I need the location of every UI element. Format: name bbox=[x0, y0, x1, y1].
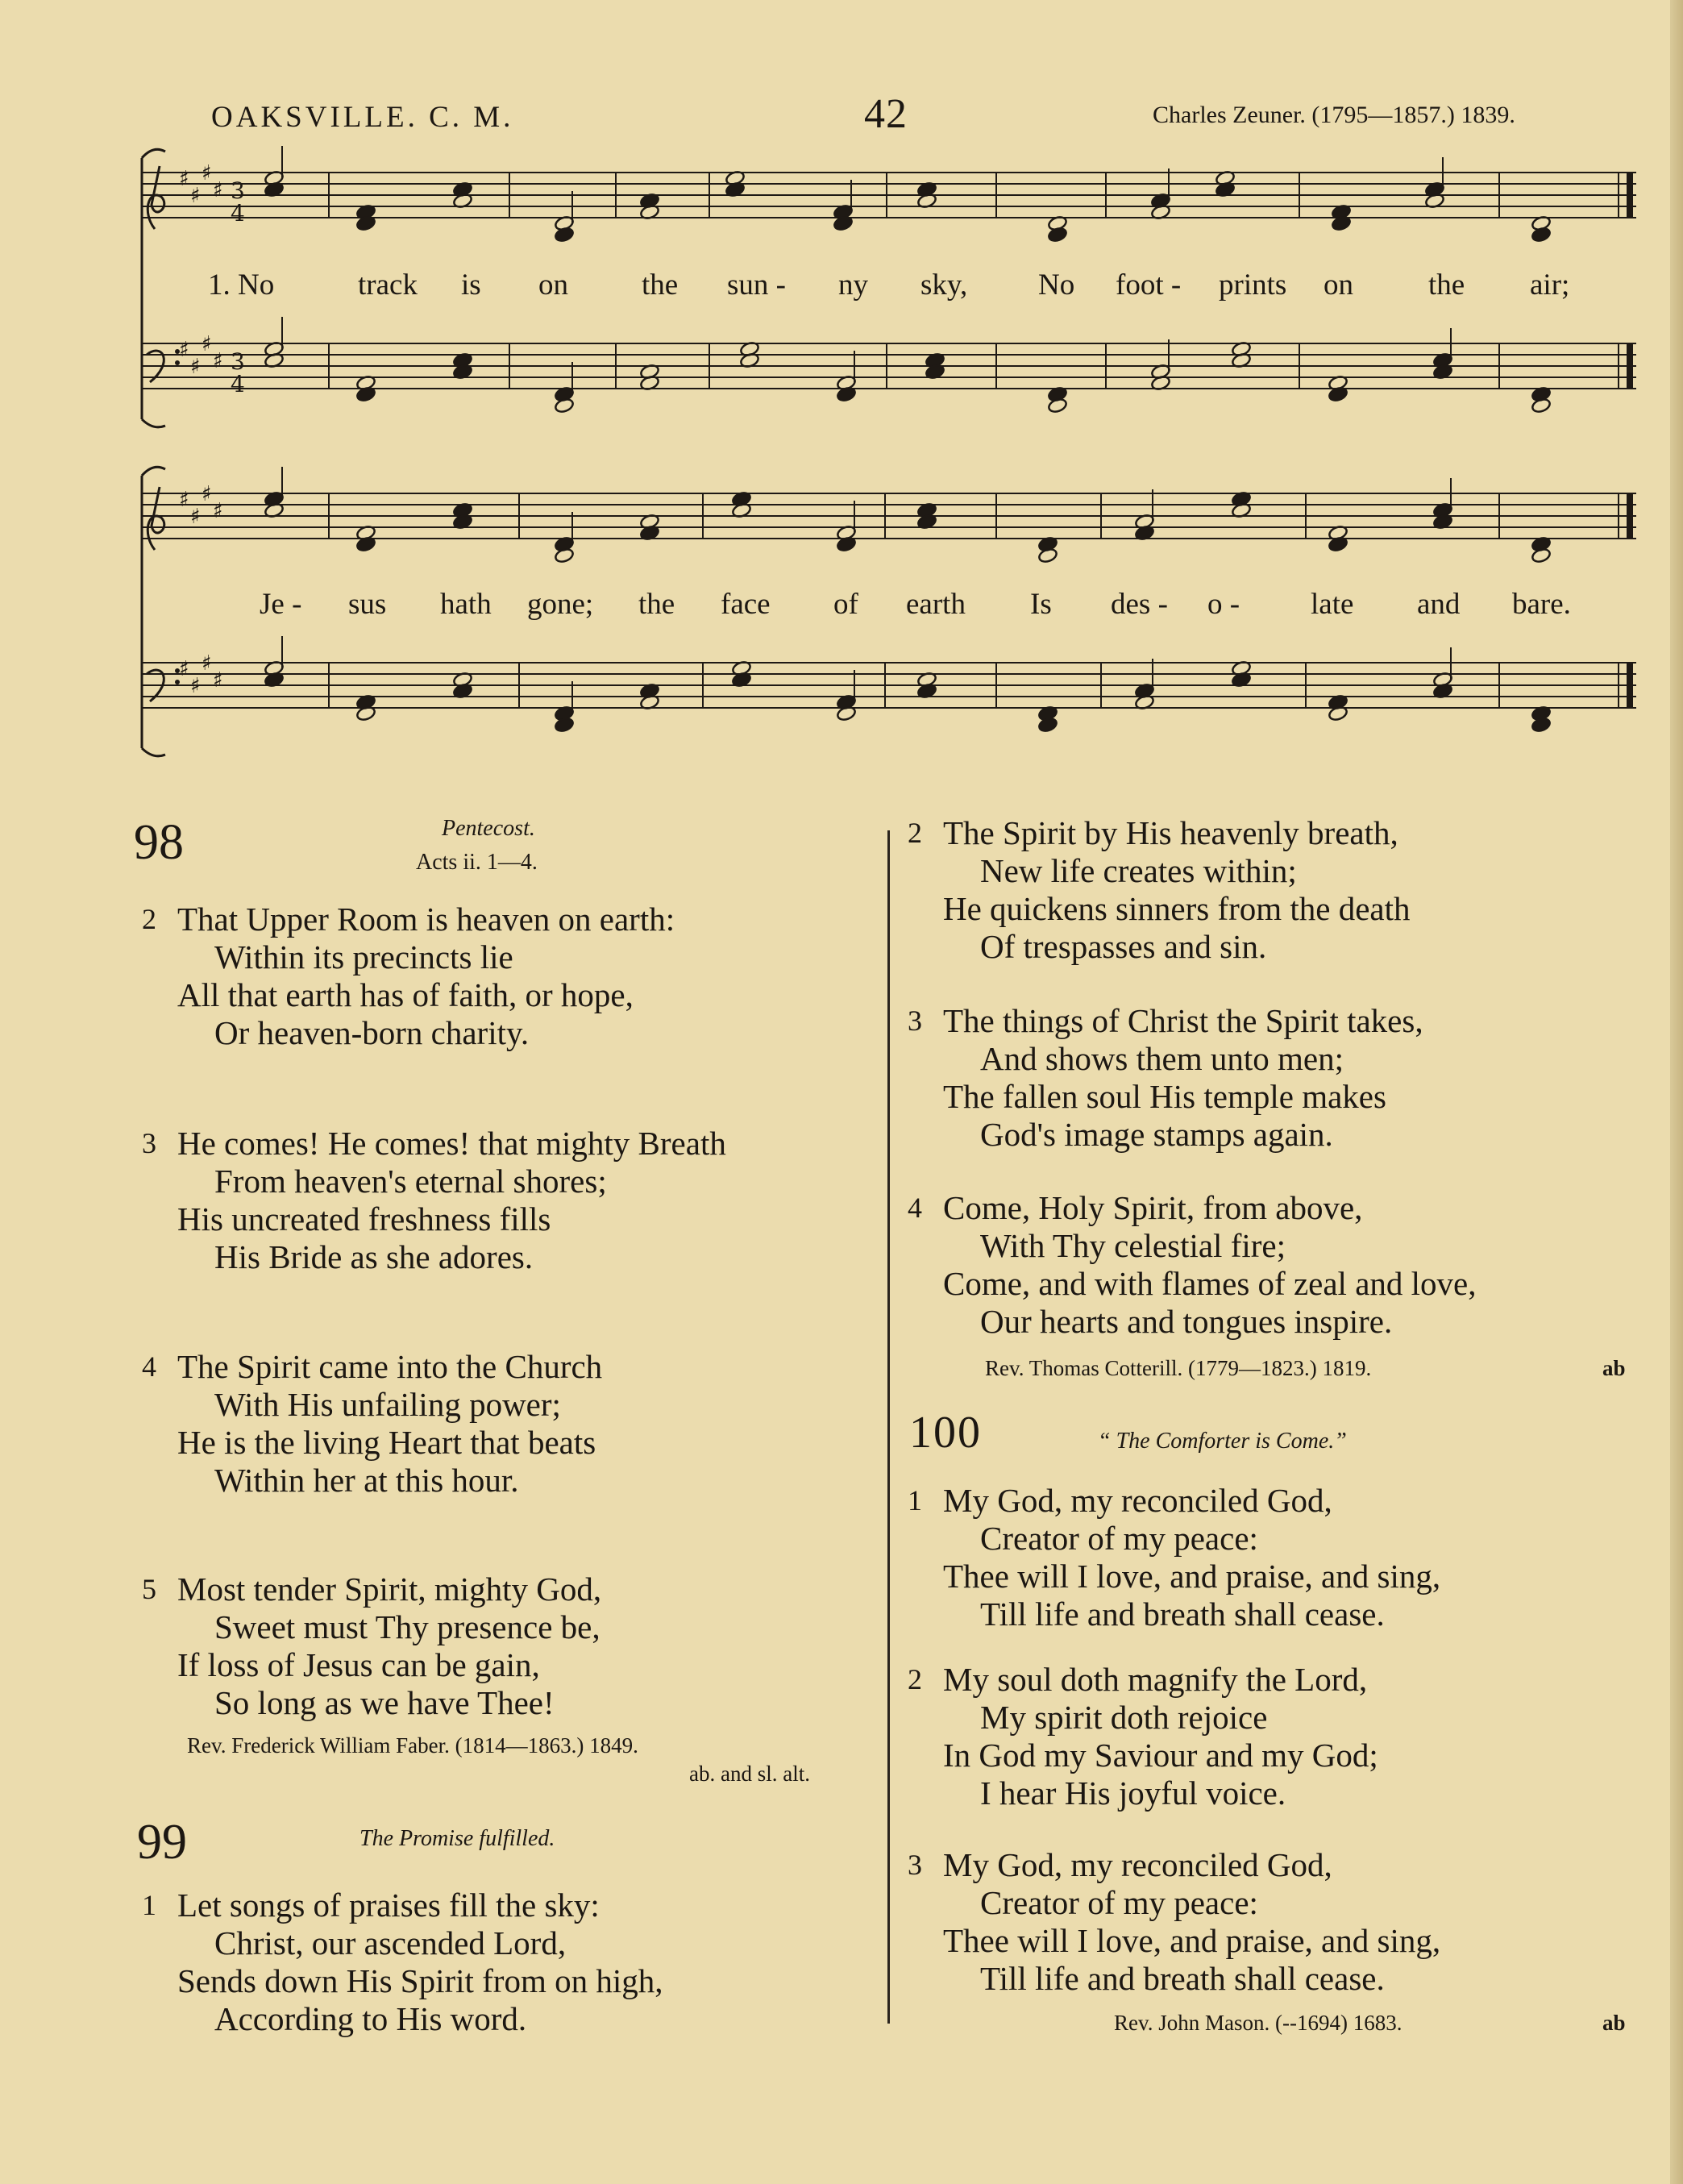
lyric-syllable: 1. No bbox=[208, 268, 275, 302]
verse-line: Within her at this hour. bbox=[214, 1462, 519, 1499]
author-credit: Rev. John Mason. (--1694) 1683. bbox=[1114, 2011, 1402, 2035]
verse-number: 3 bbox=[908, 1005, 922, 1037]
svg-text:♯: ♯ bbox=[190, 505, 201, 529]
lyric-syllable: sun - bbox=[727, 268, 786, 302]
hymn-heading: Pentecost. bbox=[442, 816, 535, 841]
scripture-reference: Acts ii. 1—4. bbox=[416, 850, 538, 875]
verse bbox=[142, 1887, 663, 2038]
hymn-number: 100 bbox=[909, 1408, 982, 1458]
lyric-syllable: air; bbox=[1530, 268, 1570, 302]
lyric-syllable: the bbox=[642, 268, 679, 302]
lyric-syllable: late bbox=[1311, 588, 1354, 621]
lyric-syllable: hath bbox=[440, 588, 492, 621]
verse-line: Sweet must Thy presence be, bbox=[214, 1608, 600, 1645]
hymn-heading: “ The Comforter is Come.” bbox=[1098, 1429, 1347, 1454]
verse-line: Our hearts and tongues inspire. bbox=[980, 1303, 1393, 1340]
hymn-number: 99 bbox=[137, 1815, 187, 1870]
verse-line: Of trespasses and sin. bbox=[980, 928, 1267, 965]
verse bbox=[142, 901, 675, 1052]
column-divider bbox=[887, 830, 890, 2024]
lyric-syllable: track bbox=[358, 268, 418, 302]
verse-number: 4 bbox=[908, 1192, 922, 1224]
lyric-syllable: o - bbox=[1207, 588, 1240, 621]
verse-line: God's image stamps again. bbox=[980, 1116, 1333, 1153]
svg-text:♯: ♯ bbox=[213, 349, 223, 373]
verse-line: Till life and breath shall cease. bbox=[980, 1960, 1385, 1997]
verse-line: Creator of my peace: bbox=[980, 1884, 1258, 1921]
tune-title: OAKSVILLE. C. M. bbox=[211, 101, 514, 134]
lyric-syllable: face bbox=[721, 588, 771, 621]
page-number: 42 bbox=[864, 91, 908, 137]
verse-line: The Spirit came into the Church bbox=[177, 1348, 603, 1385]
verse-line: Christ, our ascended Lord, bbox=[214, 1924, 567, 1961]
verse-line: He quickens sinners from the death bbox=[943, 890, 1411, 927]
svg-text:♯: ♯ bbox=[213, 499, 223, 523]
verse bbox=[908, 814, 1411, 966]
verse bbox=[908, 1002, 1423, 1154]
verse-number: 2 bbox=[908, 817, 922, 849]
verse-line: According to His word. bbox=[214, 2000, 527, 2037]
lyric-syllable: Je - bbox=[260, 588, 302, 621]
lyric-syllable: ny bbox=[838, 268, 868, 302]
svg-text:♯: ♯ bbox=[179, 338, 189, 362]
svg-text:♯: ♯ bbox=[213, 668, 223, 693]
lyric-syllable: on bbox=[538, 268, 568, 302]
verse-line: His Bride as she adores. bbox=[214, 1238, 534, 1275]
author-credit: Rev. Thomas Cotterill. (1779—1823.) 1819. bbox=[985, 1356, 1372, 1380]
verse-number: 1 bbox=[908, 1484, 922, 1516]
lyric-syllable: foot - bbox=[1116, 268, 1182, 302]
svg-text:♯: ♯ bbox=[179, 167, 189, 191]
verse-number: 2 bbox=[142, 903, 156, 935]
hymn-heading: The Promise fulfilled. bbox=[359, 1826, 555, 1851]
verse-line: My soul doth magnify the Lord, bbox=[943, 1661, 1368, 1698]
author-credit: Rev. Frederick William Faber. (1814—1863.) 1849. bbox=[187, 1733, 638, 1758]
verse-line: Or heaven-born charity. bbox=[214, 1014, 530, 1051]
verse-number: 5 bbox=[142, 1573, 156, 1605]
verse bbox=[908, 1189, 1477, 1341]
hymn-number: 98 bbox=[134, 815, 184, 870]
verse-line: If loss of Jesus can be gain, bbox=[177, 1646, 540, 1683]
svg-text:♯: ♯ bbox=[190, 184, 201, 208]
music-score bbox=[0, 0, 1683, 774]
svg-text:3: 3 bbox=[231, 177, 245, 204]
svg-text:4: 4 bbox=[231, 200, 245, 227]
verse-line: The Spirit by His heavenly breath, bbox=[943, 814, 1398, 851]
verse-line: Thee will I love, and praise, and sing, bbox=[943, 1558, 1441, 1595]
verse-line: He comes! He comes! that mighty Breath bbox=[177, 1125, 726, 1162]
lyric-syllable: No bbox=[1038, 268, 1075, 302]
verse-number: 3 bbox=[908, 1849, 922, 1881]
author-note: ab bbox=[1602, 2011, 1626, 2035]
verse-line: In God my Saviour and my God; bbox=[943, 1737, 1378, 1774]
verse bbox=[142, 1125, 726, 1276]
verse-line: Creator of my peace: bbox=[980, 1520, 1258, 1557]
verse-line: With His unfailing power; bbox=[214, 1386, 561, 1423]
verse-line: With Thy celestial fire; bbox=[980, 1227, 1286, 1264]
lyric-syllable: gone; bbox=[527, 588, 594, 621]
verse-line: The fallen soul His temple makes bbox=[943, 1078, 1386, 1115]
verse bbox=[908, 1661, 1378, 1812]
lyric-syllable: on bbox=[1324, 268, 1353, 302]
svg-text:♯: ♯ bbox=[202, 651, 212, 676]
verse-number: 4 bbox=[142, 1350, 156, 1383]
lyric-syllable: sus bbox=[348, 588, 387, 621]
verse-line: New life creates within; bbox=[980, 852, 1297, 889]
verse-line: His uncreated freshness fills bbox=[177, 1200, 551, 1238]
verse-number: 2 bbox=[908, 1663, 922, 1695]
lyric-syllable: is bbox=[461, 268, 481, 302]
svg-text:♯: ♯ bbox=[202, 482, 212, 506]
lyric-syllable: and bbox=[1417, 588, 1461, 621]
verse-line: Thee will I love, and praise, and sing, bbox=[943, 1922, 1441, 1959]
composer-credit: Charles Zeuner. (1795—1857.) 1839. bbox=[1153, 102, 1515, 128]
lyric-syllable: Is bbox=[1030, 588, 1052, 621]
verse-line: And shows them unto men; bbox=[980, 1040, 1344, 1077]
svg-text:♯: ♯ bbox=[179, 657, 189, 681]
svg-text:♯: ♯ bbox=[202, 332, 212, 356]
verse-line: All that earth has of faith, or hope, bbox=[177, 976, 634, 1013]
verse-line: Within its precincts lie bbox=[214, 938, 513, 976]
verse-number: 1 bbox=[142, 1889, 156, 1921]
verse-line: My God, my reconciled God, bbox=[943, 1846, 1332, 1883]
lyric-syllable: the bbox=[1428, 268, 1465, 302]
svg-text:♯: ♯ bbox=[190, 355, 201, 379]
verse bbox=[908, 1846, 1441, 1998]
verse bbox=[142, 1348, 603, 1500]
verse-line: Most tender Spirit, mighty God, bbox=[177, 1570, 602, 1608]
svg-text:♯: ♯ bbox=[202, 161, 212, 185]
lyric-syllable: sky, bbox=[920, 268, 968, 302]
svg-text:♯: ♯ bbox=[190, 674, 201, 698]
verse-line: Come, Holy Spirit, from above, bbox=[943, 1189, 1363, 1226]
lyric-syllable: des - bbox=[1111, 588, 1168, 621]
verse-line: My God, my reconciled God, bbox=[943, 1482, 1332, 1519]
verse-line: Come, and with flames of zeal and love, bbox=[943, 1265, 1477, 1302]
verse bbox=[908, 1482, 1441, 1633]
author-note: ab bbox=[1602, 1356, 1626, 1380]
verse-line: My spirit doth rejoice bbox=[980, 1699, 1268, 1736]
verse-line: Let songs of praises fill the sky: bbox=[177, 1887, 600, 1924]
verse-line: From heaven's eternal shores; bbox=[214, 1163, 607, 1200]
svg-text:♯: ♯ bbox=[213, 178, 223, 202]
verse-line: The things of Christ the Spirit takes, bbox=[943, 1002, 1423, 1039]
lyric-syllable: bare. bbox=[1512, 588, 1571, 621]
lyric-syllable: prints bbox=[1219, 268, 1287, 302]
verse-line: That Upper Room is heaven on earth: bbox=[177, 901, 675, 938]
verse-line: So long as we have Thee! bbox=[214, 1684, 555, 1721]
verse-line: Sends down His Spirit from on high, bbox=[177, 1962, 663, 1999]
svg-text:♯: ♯ bbox=[179, 488, 189, 512]
lyric-syllable: earth bbox=[906, 588, 966, 621]
verse bbox=[142, 1570, 602, 1722]
verse-line: Till life and breath shall cease. bbox=[980, 1595, 1385, 1633]
lyric-syllable: the bbox=[638, 588, 675, 621]
author-note: ab. and sl. alt. bbox=[689, 1762, 810, 1786]
verse-line: He is the living Heart that beats bbox=[177, 1424, 596, 1461]
verse-line: I hear His joyful voice. bbox=[980, 1774, 1286, 1812]
lyric-syllable: of bbox=[833, 588, 858, 621]
svg-text:3: 3 bbox=[231, 348, 245, 375]
verse-number: 3 bbox=[142, 1127, 156, 1159]
svg-text:4: 4 bbox=[231, 371, 245, 397]
